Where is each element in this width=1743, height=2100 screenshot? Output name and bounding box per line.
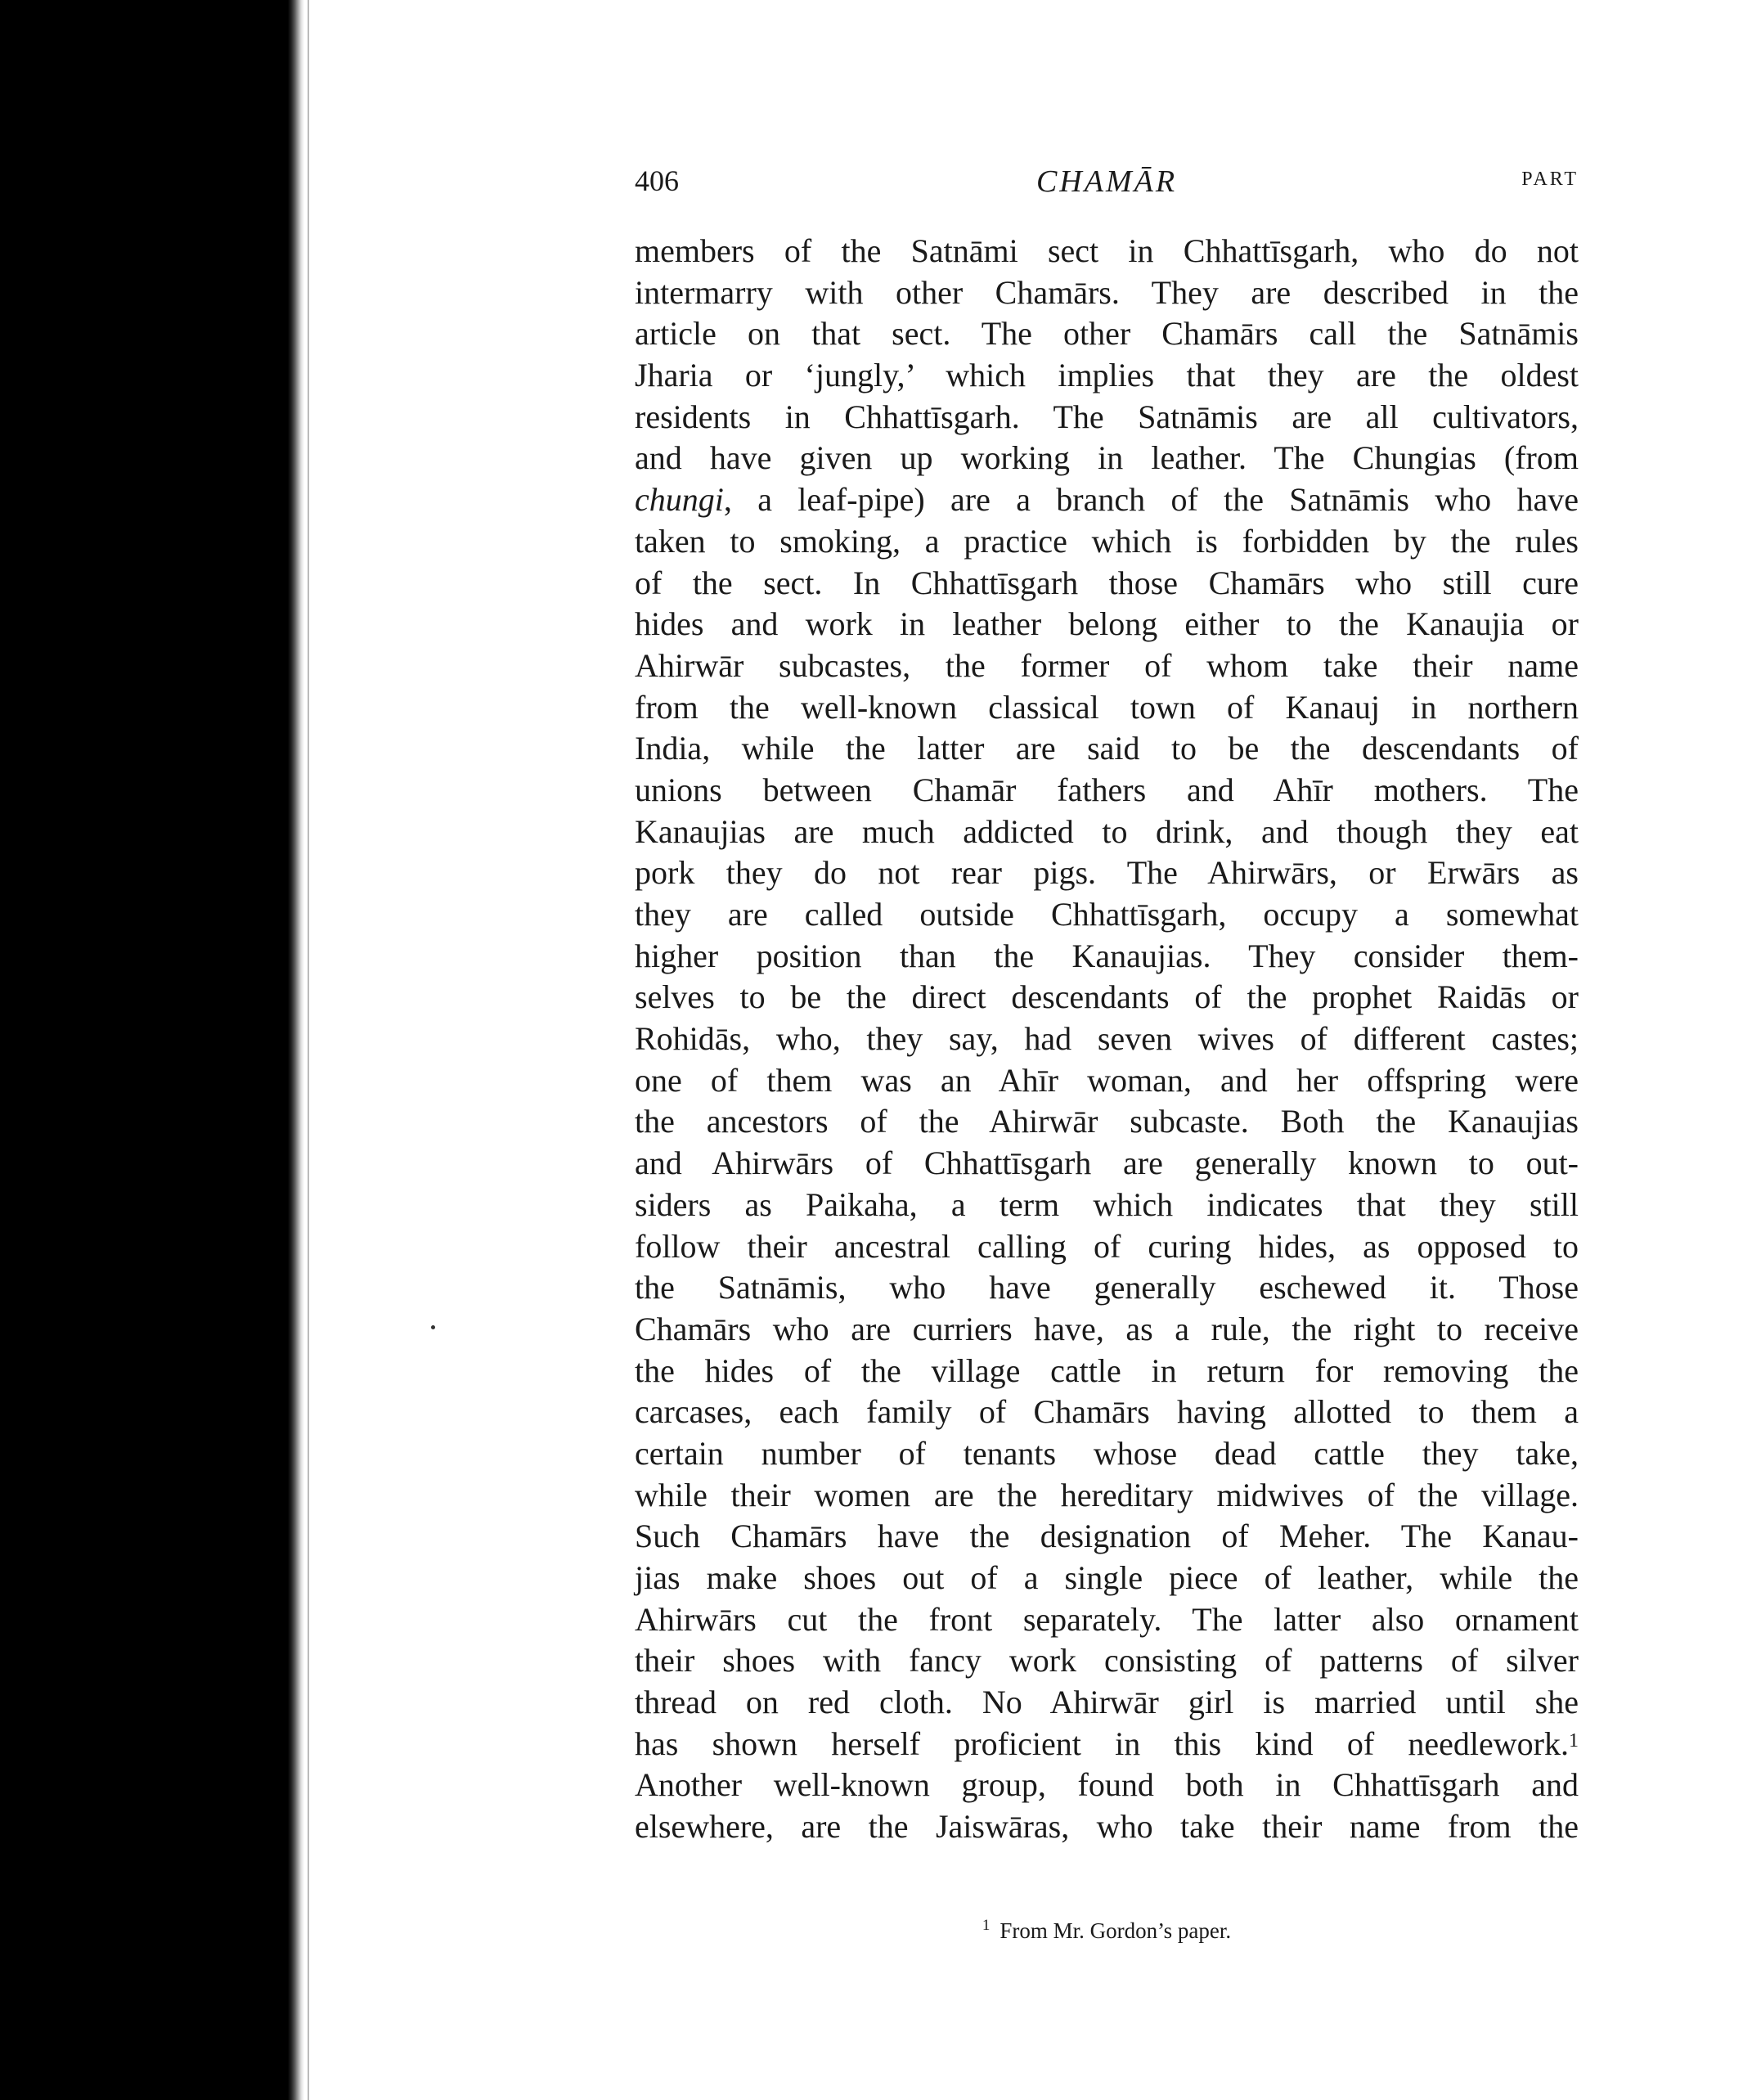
footnote-reference: 1 bbox=[1569, 1729, 1579, 1751]
text-line-main: has shown herself proficient in this kind of needlework. bbox=[635, 1725, 1569, 1762]
text-line: from the well-known classical town of Kanauj in northern bbox=[635, 688, 1579, 726]
text-line: Jharia or ‘jungly,’ which implies that they are the oldest bbox=[635, 357, 1579, 394]
stray-ink-dot bbox=[431, 1325, 435, 1329]
text-line: Chamārs who are curriers have, as a rule, the right to receive bbox=[635, 1310, 1579, 1347]
text-line: the hides of the village cattle in return for removing the bbox=[635, 1351, 1579, 1389]
running-head bbox=[635, 164, 1579, 213]
text-line: they are called outside Chhattīsgarh, occupy a somewhat bbox=[635, 896, 1579, 933]
text-line: jias make shoes out of a single piece of leather, while the bbox=[635, 1559, 1579, 1596]
text-line: one of them was an Ahīr woman, and her offspring were bbox=[635, 1061, 1579, 1099]
text-line: and have given up working in leather. The Chungias (from bbox=[635, 439, 1579, 477]
book-spine-shadow bbox=[0, 0, 304, 2100]
text-line: carcases, each family of Chamārs having allotted to them a bbox=[635, 1393, 1579, 1431]
text-line: higher position than the Kanaujias. They consider them- bbox=[635, 937, 1579, 974]
text-line: unions between Chamār fathers and Ahīr mothers. The bbox=[635, 771, 1579, 808]
text-line: intermarry with other Chamārs. They are described in the bbox=[635, 273, 1579, 311]
text-line: Kanaujias are much addicted to drink, and though they eat bbox=[635, 812, 1579, 850]
text-line: Another well-known group, found both in Chhattīsgarh and bbox=[635, 1766, 1579, 1804]
footnote-text: From Mr. Gordon’s paper. bbox=[1000, 1918, 1232, 1943]
text-line: members of the Satnāmi sect in Chhattīsgarh, who do not bbox=[635, 232, 1579, 269]
text-line-with-italic bbox=[635, 479, 1579, 521]
text-line: hides and work in leather belong either to the Kanaujia or bbox=[635, 605, 1579, 643]
text-line-rest: , a leaf-pipe) are a branch of the Satnāmis who have bbox=[723, 481, 1579, 519]
text-line: follow their ancestral calling of curing hides, as opposed to bbox=[635, 1227, 1579, 1265]
running-title: CHAMĀR bbox=[1035, 164, 1178, 199]
text-line: Such Chamārs have the designation of Meher. The Kanau- bbox=[635, 1518, 1579, 1555]
text-line: taken to smoking, a practice which is forbidden by the rules bbox=[635, 522, 1579, 560]
text-line: selves to be the direct descendants of the prophet Raidās or bbox=[635, 978, 1579, 1016]
text-line: article on that sect. The other Chamārs call the Satnāmis bbox=[635, 315, 1579, 353]
text-line: elsewhere, are the Jaiswāras, who take their name from the bbox=[635, 1808, 1579, 1846]
text-line: thread on red cloth. No Ahirwār girl is married until she bbox=[635, 1684, 1579, 1721]
italic-term: chungi bbox=[635, 481, 724, 519]
text-line: and Ahirwārs of Chhattīsgarh are generally known to out- bbox=[635, 1144, 1579, 1182]
body-text bbox=[635, 231, 1579, 1848]
text-line-with-footnote-ref bbox=[635, 1724, 1579, 1765]
footnote-mark: 1 bbox=[982, 1917, 991, 1934]
text-line: the Satnāmis, who have generally eschewed it. Those bbox=[635, 1269, 1579, 1306]
text-line: of the sect. In Chhattīsgarh those Chamārs who still cure bbox=[635, 564, 1579, 601]
spine-edge-line bbox=[308, 0, 309, 2100]
text-line: the ancestors of the Ahirwār subcaste. Both the Kanaujias bbox=[635, 1103, 1579, 1140]
part-label: PART bbox=[1521, 169, 1579, 190]
text-line: Rohidās, who, they say, had seven wives of different castes; bbox=[635, 1020, 1579, 1058]
text-line: while their women are the hereditary midwives of the village. bbox=[635, 1476, 1579, 1513]
text-line: Ahirwār subcastes, the former of whom take their name bbox=[635, 646, 1579, 684]
text-line: siders as Paikaha, a term which indicates that they still bbox=[635, 1185, 1579, 1223]
text-line: their shoes with fancy work consisting of patterns of silver bbox=[635, 1642, 1579, 1680]
page-number: 406 bbox=[635, 164, 679, 197]
text-line: residents in Chhattīsgarh. The Satnāmis are all cultivators, bbox=[635, 398, 1579, 435]
text-line: Ahirwārs cut the front separately. The latter also ornament bbox=[635, 1600, 1579, 1638]
text-line: India, while the latter are said to be the descendants of bbox=[635, 730, 1579, 767]
text-line: pork they do not rear pigs. The Ahirwārs, or Erwārs as bbox=[635, 854, 1579, 892]
text-line: certain number of tenants whose dead cattle they take, bbox=[635, 1434, 1579, 1472]
footnote bbox=[635, 1918, 1579, 1944]
